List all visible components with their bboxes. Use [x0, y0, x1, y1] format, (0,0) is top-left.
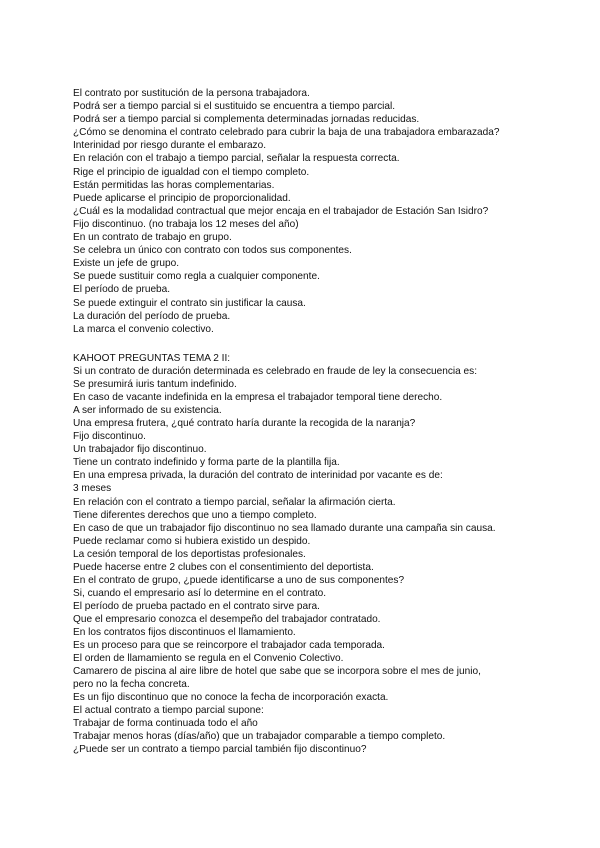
text-line: ¿Cómo se denomina el contrato celebrado para cubrir la baja de una trabajadora embarazada?: [73, 127, 500, 139]
text-line: En un contrato de trabajo en grupo.: [73, 232, 232, 244]
text-line: Tiene diferentes derechos que uno a tiempo completo.: [73, 509, 317, 521]
text-line: Una empresa frutera, ¿qué contrato haría durante la recogida de la naranja?: [73, 418, 416, 430]
text-line: Puede reclamar como si hubiera existido un despido.: [73, 535, 311, 547]
text-line: Que el empresario conozca el desempeño del trabajador contratado.: [73, 613, 381, 625]
text-line: Se puede extinguir el contrato sin justificar la causa.: [73, 297, 306, 309]
text-line: Existe un jefe de grupo.: [73, 258, 180, 270]
text-line: En el contrato de grupo, ¿puede identificarse a uno de sus componentes?: [73, 574, 405, 586]
text-line: A ser informado de su existencia.: [73, 405, 222, 417]
text-line: El período de prueba pactado en el contrato sirve para.: [73, 600, 320, 612]
text-line: Se presumirá iuris tantum indefinido.: [73, 379, 237, 391]
text-line: El actual contrato a tiempo parcial supone:: [73, 705, 264, 717]
text-line: Están permitidas las horas complementarias.: [73, 179, 275, 191]
text-line: Rige el principio de igualdad con el tiempo completo.: [73, 166, 310, 178]
text-line: Si, cuando el empresario así lo determine en el contrato.: [73, 587, 327, 599]
text-line: En relación con el trabajo a tiempo parcial, señalar la respuesta correcta.: [73, 153, 400, 165]
text-line: 3 meses: [73, 483, 112, 495]
text-line: En relación con el contrato a tiempo parcial, señalar la afirmación cierta.: [73, 496, 396, 508]
text-line: Se puede sustituir como regla a cualquier componente.: [73, 271, 320, 283]
text-line: Camarero de piscina al aire libre de hotel que sabe que se incorpora sobre el mes de junio,: [73, 666, 481, 678]
text-line: Podrá ser a tiempo parcial si el sustituido se encuentra a tiempo parcial.: [73, 101, 396, 113]
text-line: Es un proceso para que se reincorpore el trabajador cada temporada.: [73, 640, 385, 652]
text-line: Trabajar menos horas (días/año) que un trabajador comparable a tiempo completo.: [73, 731, 446, 743]
text-line: Fijo discontinuo. (no trabaja los 12 meses del año): [73, 218, 299, 230]
text-line: Es un fijo discontinuo que no conoce la fecha de incorporación exacta.: [73, 692, 389, 704]
text-line: La marca el convenio colectivo.: [73, 323, 214, 335]
text-line: El período de prueba.: [73, 284, 171, 296]
text-line: Tiene un contrato indefinido y forma parte de la plantilla fija.: [73, 457, 340, 469]
text-line: En caso de vacante indefinida en la empresa el trabajador temporal tiene derecho.: [73, 392, 443, 404]
text-line: ¿Puede ser un contrato a tiempo parcial también fijo discontinuo?: [73, 744, 367, 756]
text-line: Puede hacerse entre 2 clubes con el consentimiento del deportista.: [73, 561, 374, 573]
text-line: Interinidad por riesgo durante el embarazo.: [73, 140, 267, 152]
section-kahoot-questions: [73, 352, 573, 756]
text-line: Un trabajador fijo discontinuo.: [73, 444, 207, 456]
text-line: Podrá ser a tiempo parcial si complementa determinadas jornadas reducidas.: [73, 114, 420, 126]
section-heading: KAHOOT PREGUNTAS TEMA 2 II:: [73, 353, 231, 364]
text-line: En caso de que un trabajador fijo discontinuo no sea llamado durante una campaña sin causa.: [73, 522, 496, 534]
text-line: Si un contrato de duración determinada es celebrado en fraude de ley la consecuencia es:: [73, 366, 478, 378]
text-line: Fijo discontinuo.: [73, 431, 146, 443]
text-line: Se celebra un único con contrato con todos sus componentes.: [73, 245, 352, 257]
text-line: ¿Cuál es la modalidad contractual que mejor encaja en el trabajador de Estación San Isidro?: [73, 205, 489, 217]
text-line: pero no la fecha concreta.: [73, 679, 190, 691]
text-line: En una empresa privada, la duración del contrato de interinidad por vacante es de:: [73, 470, 443, 482]
text-line: El orden de llamamiento se regula en el Convenio Colectivo.: [73, 653, 344, 665]
text-line: La duración del período de prueba.: [73, 310, 231, 322]
text-line: En los contratos fijos discontinuos el llamamiento.: [73, 626, 296, 638]
section-questions-part-1: [73, 87, 573, 336]
text-line: Puede aplicarse el principio de proporcionalidad.: [73, 192, 291, 204]
text-line: La cesión temporal de los deportistas profesionales.: [73, 548, 306, 560]
text-line: Trabajar de forma continuada todo el año: [73, 718, 258, 730]
text-line: El contrato por sustitución de la persona trabajadora.: [73, 88, 310, 99]
